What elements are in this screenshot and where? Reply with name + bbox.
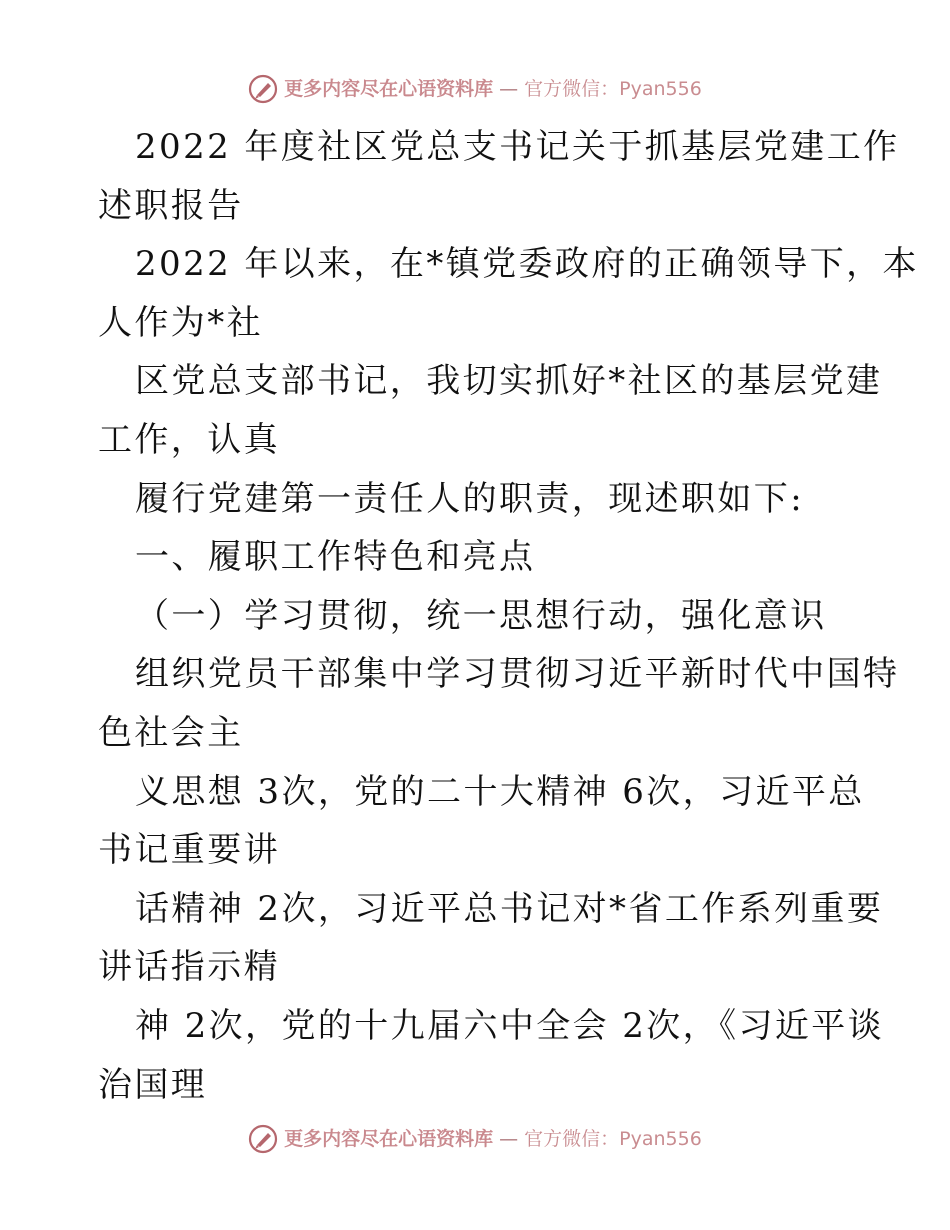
watermark-text: 更多内容尽在心语资料库 bbox=[284, 1128, 494, 1150]
paragraph-line: 讲话指示精 bbox=[98, 947, 280, 988]
paragraph-line: 话精神 2次，习近平总书记对*省工作系列重要 bbox=[135, 888, 884, 929]
paragraph-line: 人作为*社 bbox=[98, 302, 263, 343]
pen-seal-logo-icon bbox=[248, 1124, 278, 1154]
watermark-wechat: 官方微信：Pyan556 bbox=[524, 1128, 702, 1150]
subsection-heading: （一）学习贯彻，统一思想行动，强化意识 bbox=[135, 595, 827, 636]
watermark-dash: — bbox=[499, 78, 519, 100]
section-heading: 一、履职工作特色和亮点 bbox=[135, 537, 536, 578]
paragraph-line: 区党总支部书记，我切实抓好*社区的基层党建 bbox=[135, 361, 883, 402]
title-line-1: 2022 年度社区党总支书记关于抓基层党建工作 bbox=[135, 127, 900, 167]
paragraph-line: 组织党员干部集中学习贯彻习近平新时代中国特 bbox=[135, 654, 900, 695]
watermark-wechat: 官方微信：Pyan556 bbox=[524, 78, 702, 100]
footer-watermark bbox=[0, 1124, 950, 1154]
paragraph-line: 2022 年以来，在*镇党委政府的正确领导下，本 bbox=[135, 244, 919, 285]
paragraph-line: 色社会主 bbox=[98, 712, 244, 753]
header-watermark bbox=[0, 74, 950, 104]
watermark-dash: — bbox=[499, 1128, 519, 1150]
paragraph-line: 书记重要讲 bbox=[98, 830, 280, 871]
pen-seal-logo-icon bbox=[248, 74, 278, 104]
watermark-text: 更多内容尽在心语资料库 bbox=[284, 78, 494, 100]
paragraph-line: 工作，认真 bbox=[98, 419, 280, 460]
title-line-2: 述职报告 bbox=[98, 185, 244, 226]
paragraph-line: 履行党建第一责任人的职责，现述职如下: bbox=[135, 478, 805, 519]
paragraph-line: 义思想 3次，党的二十大精神 6次，习近平总 bbox=[135, 771, 865, 812]
paragraph-line: 神 2次，党的十九届六中全会 2次，《习近平谈 bbox=[135, 1005, 885, 1046]
paragraph-line: 治国理 bbox=[98, 1064, 208, 1105]
document-body bbox=[98, 118, 919, 1114]
